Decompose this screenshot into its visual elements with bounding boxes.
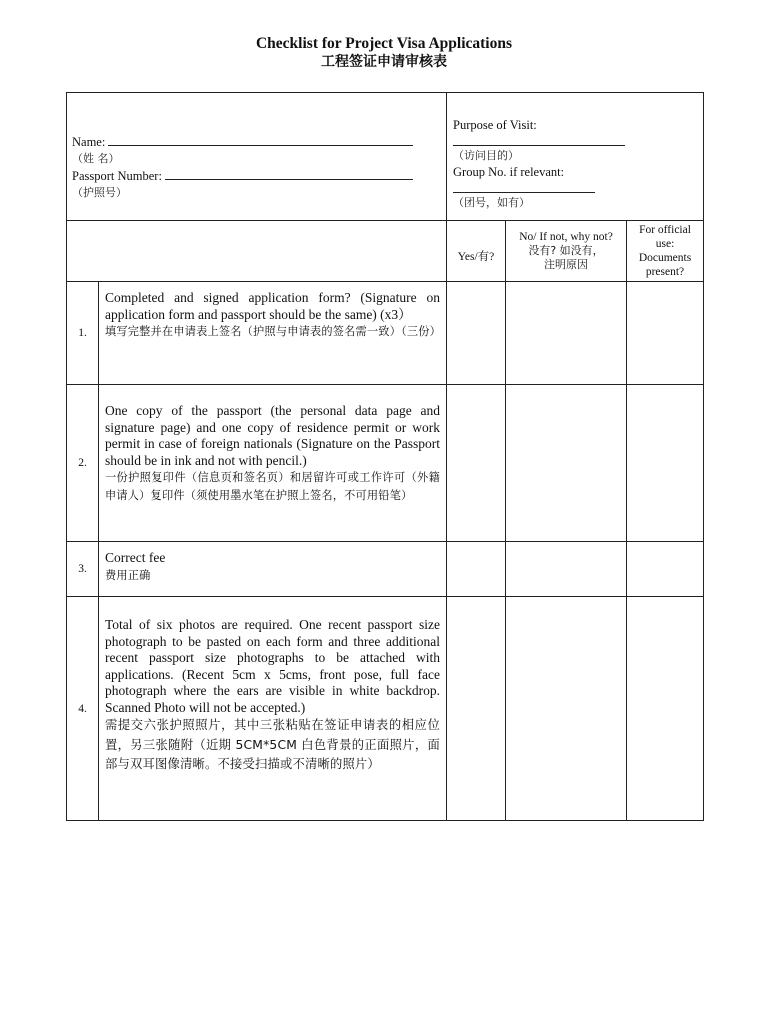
item-text-english: Total of six photos are required. One recent passport size photograph to be pasted on each form and three additional recent passport size photographs to be attached with applications. (Recent 5cm x 5cms, front pose, full face photograph where the ears are visible in white backdrop. Scanned Photo will not be accepted.) <box>105 617 441 715</box>
item-number: 1. <box>67 282 99 385</box>
official-header-line4: present? <box>645 266 685 278</box>
item-text-chinese: 费用正确 <box>105 568 151 582</box>
purpose-field[interactable] <box>453 133 625 146</box>
official-header-line1: For official <box>639 224 691 236</box>
yes-column-header <box>447 221 506 282</box>
checklist-row <box>67 385 704 542</box>
item-number: 3. <box>67 542 99 597</box>
item-number: 2. <box>67 385 99 542</box>
item-text-chinese: 需提交六张护照照片，其中三张粘贴在签证申请表的相应位置，另三张随附（近期 5CM*5CM 白色背景的正面照片，面部与双耳图像清晰。不接受扫描或不清晰的照片） <box>105 718 441 771</box>
yes-checkbox-cell[interactable] <box>447 542 506 597</box>
group-number-label: Group No. if relevant: <box>453 165 565 179</box>
yes-checkbox-cell[interactable] <box>447 282 506 385</box>
checklist-row <box>67 597 704 821</box>
applicant-details-cell <box>67 93 447 221</box>
item-description <box>99 385 447 542</box>
name-label-chinese: （姓 名） <box>72 152 120 165</box>
title-english: Checklist for Project Visa Applications <box>255 35 513 52</box>
no-reason-cell[interactable] <box>506 597 627 821</box>
official-use-cell[interactable] <box>627 385 704 542</box>
item-text-english: Completed and signed application form? (Signature on application form and passport should be the same) (x3） <box>105 290 441 322</box>
item-description <box>99 542 447 597</box>
visit-details-cell <box>447 93 704 221</box>
no-header-line3: 注明原因 <box>544 258 589 271</box>
official-use-column-header <box>627 221 704 282</box>
item-text-chinese: 填写完整并在申请表上签名（护照与申请表的签名需一致）（三份） <box>105 325 442 338</box>
name-label: Name: <box>72 135 106 149</box>
item-description <box>99 282 447 385</box>
passport-number-label: Passport Number: <box>72 169 162 183</box>
column-header-row <box>67 221 704 282</box>
yes-checkbox-cell[interactable] <box>447 385 506 542</box>
header-blank-cell <box>67 221 447 282</box>
yes-header-label: Yes/有? <box>457 251 495 263</box>
item-description <box>99 597 447 821</box>
official-header-line2: use: <box>655 238 675 250</box>
yes-checkbox-cell[interactable] <box>447 597 506 821</box>
no-header-line2: 没有? 如没有， <box>528 244 604 257</box>
item-number: 4. <box>67 597 99 821</box>
title-chinese: 工程签证申请审核表 <box>321 54 447 70</box>
checklist-table <box>66 92 704 821</box>
item-text-english: Correct fee <box>105 550 166 565</box>
name-field[interactable] <box>108 133 413 146</box>
item-text-chinese: 一份护照复印件（信息页和签名页）和居留许可或工作许可（外籍申请人）复印件（须使用墨水笔在护照上签名，不可用铅笔） <box>105 471 441 502</box>
purpose-label: Purpose of Visit: <box>453 118 537 132</box>
document-title <box>0 34 768 72</box>
no-header-line1: No/ If not, why not? <box>519 231 613 243</box>
no-column-header <box>506 221 627 282</box>
group-number-label-chinese: （团号，如有） <box>453 196 531 209</box>
no-reason-cell[interactable] <box>506 542 627 597</box>
official-header-line3: Documents <box>638 252 692 264</box>
purpose-label-chinese: （访问目的） <box>453 149 520 162</box>
passport-number-label-chinese: （护照号） <box>72 186 127 199</box>
no-reason-cell[interactable] <box>506 385 627 542</box>
group-number-field[interactable] <box>453 180 595 193</box>
item-text-english: One copy of the passport (the personal data page and signature page) and one copy of residence permit or work permit in case of foreign nationals (Signature on the Passport should be in ink and not with pencil.) <box>105 403 441 468</box>
official-use-cell[interactable] <box>627 597 704 821</box>
checklist-row <box>67 542 704 597</box>
passport-number-field[interactable] <box>165 167 413 180</box>
no-reason-cell[interactable] <box>506 282 627 385</box>
checklist-row <box>67 282 704 385</box>
official-use-cell[interactable] <box>627 282 704 385</box>
official-use-cell[interactable] <box>627 542 704 597</box>
applicant-info-row <box>67 93 704 221</box>
